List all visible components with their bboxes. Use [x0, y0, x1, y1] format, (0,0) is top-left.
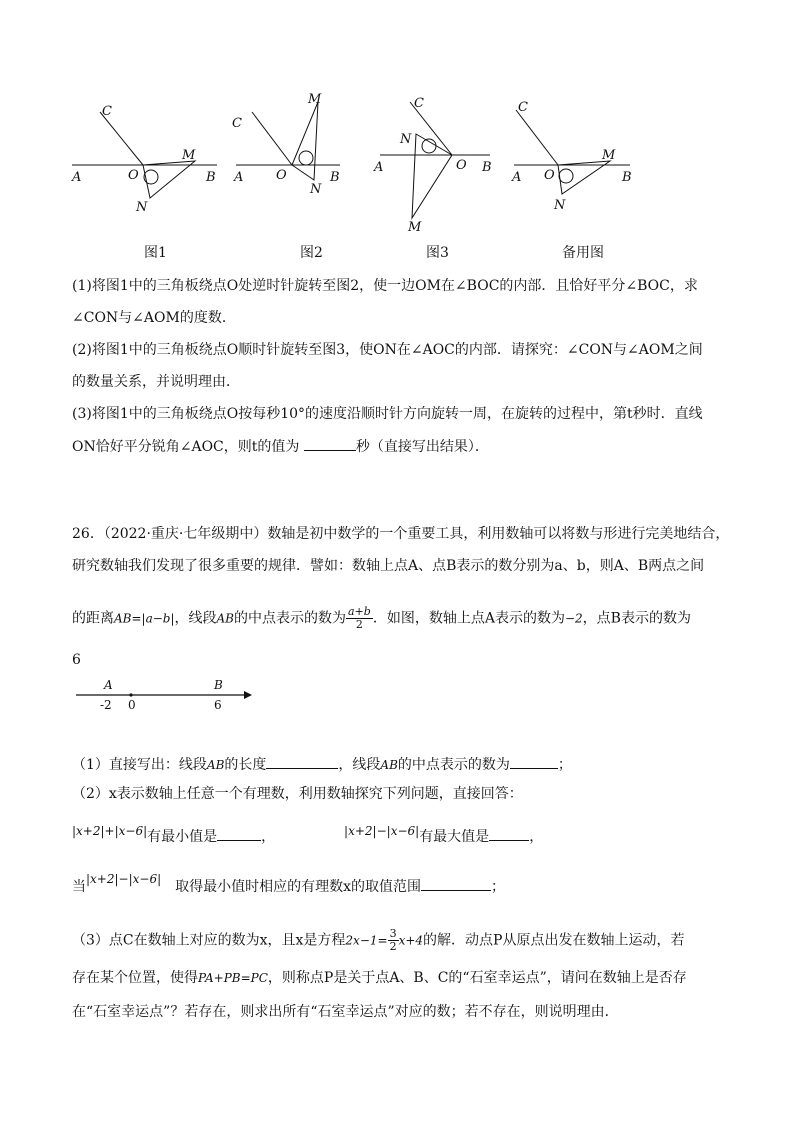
figure-spare-drawing: [510, 88, 650, 238]
fraction-midpoint: [346, 606, 373, 631]
q26-text: ．如图，数轴上点A表示的数为: [372, 610, 565, 627]
q26-text: （3）点C在数轴上对应的数为x，且x是方程: [72, 932, 346, 949]
numline-tick-0: 0: [128, 698, 136, 712]
label-O: O: [456, 158, 467, 173]
answer-blank[interactable]: [304, 436, 356, 451]
label-N: N: [400, 132, 412, 147]
label-O: O: [276, 168, 287, 183]
figure-3: [372, 88, 512, 261]
q26-text: 的解．动点P从原点出发在数轴上运动，若: [423, 932, 685, 949]
fraction-numerator: 3: [389, 927, 397, 940]
q26-line3: [72, 606, 691, 631]
q25-part3-text-a: ON恰好平分锐角∠AOC，则t的值为: [72, 439, 304, 455]
label-A: A: [374, 160, 384, 175]
math-equation-right: x+4: [398, 933, 424, 948]
label-A: A: [72, 170, 82, 185]
q25-part3-line2: [72, 436, 489, 457]
q25-part2-line1: (2)将图1中的三角板绕点O顺时针旋转至图3，使ON在∠AOC的内部．请探究：∠CON与∠AOM之间: [72, 342, 703, 358]
label-M: M: [602, 148, 616, 163]
math-ab: AB: [380, 758, 398, 772]
q25-part3-text-b: 秒（直接写出结果）．: [355, 439, 489, 455]
math-neg2: −2: [564, 611, 583, 626]
q26-sub3-line3: 在“石室幸运点”？若存在，则求出所有“石室幸运点”对应的数；若不存在，则说明理由．: [72, 1004, 619, 1020]
q25-part1-line2: ∠CON与∠AOM的度数．: [72, 310, 236, 326]
label-M: M: [182, 148, 196, 163]
numline-tick-6: 6: [214, 698, 222, 712]
figure-spare: [510, 88, 650, 261]
q26-line4: 6: [72, 652, 81, 668]
figure-1-caption: 图1: [144, 245, 167, 261]
label-N: N: [554, 198, 566, 213]
label-O: O: [128, 168, 139, 183]
number-line: [74, 680, 254, 716]
fraction-numerator: a+b: [348, 605, 371, 618]
q26-text: 的长度: [224, 757, 267, 773]
q26-sub3-line1: [72, 928, 684, 953]
q26-sub2-line2: [72, 820, 544, 845]
math-ab-distance: AB=|a−b|: [114, 611, 175, 626]
math-pa-pb-pc: PA+PB=PC: [198, 971, 268, 985]
figure-spare-caption: 备用图: [562, 245, 604, 261]
answer-blank-max[interactable]: [489, 826, 529, 841]
fraction-denominator: 2: [389, 940, 397, 953]
math-abs-diff: |x+2|−|x−6|: [86, 872, 162, 886]
answer-blank-min[interactable]: [217, 826, 261, 841]
q26-text: ，线段: [174, 610, 217, 627]
numline-label-B: B: [214, 678, 223, 692]
label-B: B: [206, 170, 216, 185]
q26-text: ；: [491, 879, 506, 895]
label-O: O: [544, 168, 555, 183]
q26-sub2-line3: [72, 868, 506, 895]
figure-3-caption: 图3: [426, 245, 449, 261]
q26-line1: 26．（2022·重庆·七年级期中）数轴是初中数学的一个重要工具，利用数轴可以将数与形进行完美地结合，: [72, 526, 730, 542]
label-M: M: [408, 220, 422, 235]
label-B: B: [482, 160, 492, 175]
figure-2-caption: 图2: [300, 245, 323, 261]
q26-text: ，点B表示的数为: [582, 610, 691, 627]
q26-sub2-line1: （2）x表示数轴上任意一个有理数，利用数轴探究下列问题，直接回答：: [72, 786, 523, 802]
q26-text: （1）直接写出：线段: [72, 757, 207, 773]
label-N: N: [136, 200, 148, 215]
label-A: A: [512, 170, 522, 185]
answer-blank-range[interactable]: [421, 876, 491, 891]
label-C: C: [232, 116, 242, 131]
label-C: C: [102, 104, 112, 119]
label-B: B: [622, 170, 632, 185]
q26-text: ，: [261, 829, 276, 845]
q26-text: 有最小值是: [147, 829, 218, 845]
q26-line2: 研究数轴我们发现了很多重要的规律．譬如：数轴上点A、点B表示的数分别为a、b，则A、B两点之间: [72, 558, 705, 574]
math-ab: AB: [216, 611, 234, 626]
q26-text: ，: [529, 829, 544, 845]
q26-text: 当: [72, 879, 86, 895]
fraction-denominator: 2: [355, 618, 363, 631]
math-abs-diff: |x+2|−|x−6|: [344, 824, 420, 838]
q26-sub1: [72, 754, 572, 775]
label-C: C: [414, 96, 424, 111]
q25-part1-line1: (1)将图1中的三角板绕点O处逆时针旋转至图2，使一边OM在∠BOC的内部．且恰好平分∠BOC，求: [72, 278, 698, 294]
q26-text: 的中点表示的数为: [397, 757, 510, 773]
label-A: A: [234, 170, 244, 185]
math-equation-left: 2x−1=: [345, 933, 388, 948]
math-ab: AB: [206, 758, 225, 772]
numline-tick-neg2: -2: [100, 698, 112, 712]
answer-blank-midpoint[interactable]: [510, 754, 558, 769]
q26-text: 的距离: [72, 610, 114, 627]
math-abs-sum: |x+2|+|x−6|: [72, 824, 148, 838]
figure-2-drawing: [230, 88, 360, 238]
q26-text: ，则称点P是关于点A、B、C的“石室幸运点”，请问在数轴上是否存: [267, 970, 687, 986]
figure-2: [230, 88, 360, 261]
q26-text: 有最大值是: [419, 829, 490, 845]
q26-text: ；: [557, 757, 572, 773]
answer-blank-length[interactable]: [266, 754, 338, 769]
fraction-three-halves: [388, 928, 399, 953]
figure-1: [60, 88, 220, 261]
numline-label-A: A: [104, 678, 113, 692]
figure-1-drawing: [60, 88, 220, 238]
figures-row: [60, 88, 660, 268]
q26-text: 的中点表示的数为: [234, 610, 346, 627]
label-B: B: [330, 170, 340, 185]
q25-part3-line1: (3)将图1中的三角板绕点O按每秒10°的速度沿顺时针方向旋转一周，在旋转的过程中，第t秒时．直线: [72, 406, 703, 422]
q26-text: ，线段: [338, 757, 381, 773]
q26-text: 存在某个位置，使得: [72, 970, 198, 986]
label-M: M: [308, 92, 322, 107]
q26-text: 取得最小值时相应的有理数x的取值范围: [175, 879, 422, 895]
label-N: N: [310, 182, 322, 197]
q26-sub3-line2: [72, 968, 687, 988]
q25-part2-line2: 的数量关系，并说明理由．: [72, 374, 240, 390]
label-C: C: [518, 100, 528, 115]
